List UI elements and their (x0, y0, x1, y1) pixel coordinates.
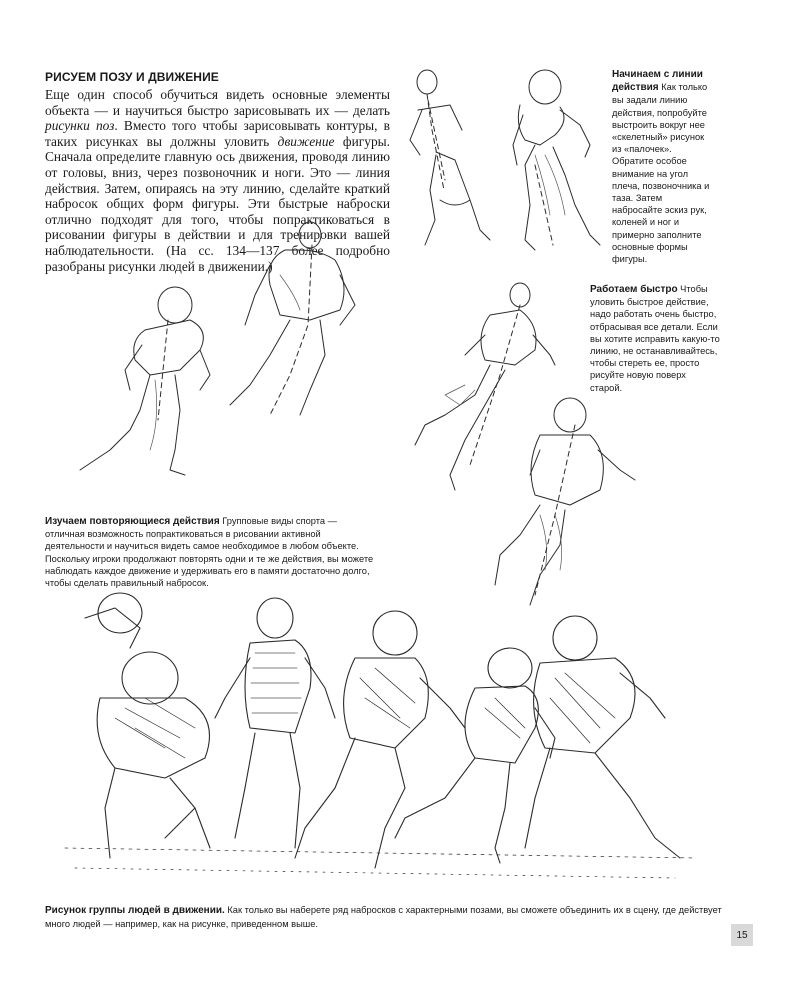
italic-term: рисунки поз (45, 118, 115, 134)
italic-term: движение (277, 133, 335, 149)
note-text: Групповые виды спорта — отличная возможность попрактиковаться в рисовании активной деятельности и научиться видеть самое необходимое в любом объекте. Поскольку игроки продолжают повторять одни и те же действия, вы можете наблюдать каждое движение и удерживать его в памяти достаточно долго, чтобы сделать правильный набросок. (45, 516, 374, 589)
note-title: Начинаем с линии действия (612, 69, 703, 94)
note-title: Работаем быстро (590, 284, 678, 295)
page-number: 15 (731, 924, 753, 946)
main-text-part: . Вместо того чтобы зарисовывать контуры, в таких рисунках вы должны уловить (45, 118, 390, 149)
football-player-sketch (505, 65, 610, 260)
caption-text: Как только вы наберете ряд набросков с характерными позами, вы сможете объединить их в сцену, где действует много людей — например, как на рисунке, приведенном выше. (45, 905, 722, 929)
note-text: Чтобы уловить быстрое действие, надо работать очень быстро, отбрасывая все детали. Если вы хотите исправить какую-то линию, не останавливайтесь, чтобы стереть ее, просто рисуйте новую поверх старой. (590, 284, 720, 393)
note-line-of-action (612, 68, 714, 265)
running-figure-sketch (210, 215, 370, 435)
group-football-scene-sketch (55, 578, 695, 896)
stick-figure-sketch (400, 60, 510, 260)
main-text-part: фигуры. Сначала определите главную ось движения, проводя линию от головы, вниз, через позвоночник и ноги. Это — линия действия. Затем, опираясь на эту линию, сделайте краткий набросок общих форм фигуры. Эти быстрые наброски отлично подходят для того, чтобы попрактиковаться в рисовании фигуры в действии и для тренировки вашей наблюдательности. (На сс. 134—137 более подробно разобраны рисунки людей в движении.) (45, 133, 390, 274)
caption-title: Рисунок группы людей в движении. (45, 905, 225, 916)
note-text: Как только вы задали линию действия, попробуйте выстроить вокруг нее «скелетный» рисунок из «палочек». Обратите особое внимание на угол плеча, позвоночника и таза. Затем набросайте эскиз рук, коленей и ног и примерно заполните основные формы фигуры. (612, 82, 710, 265)
note-title: Изучаем повторяющиеся действия (45, 516, 220, 527)
running-figure-sketch (50, 220, 220, 490)
section-heading: РИСУЕМ ПОЗУ И ДВИЖЕНИЕ (45, 70, 219, 84)
figure-caption (45, 904, 725, 930)
note-work-fast (590, 283, 720, 394)
main-text-part: Еще один способ обучиться видеть основные элементы объекта — и научиться быстро зарисовывать их — делать (45, 87, 390, 118)
